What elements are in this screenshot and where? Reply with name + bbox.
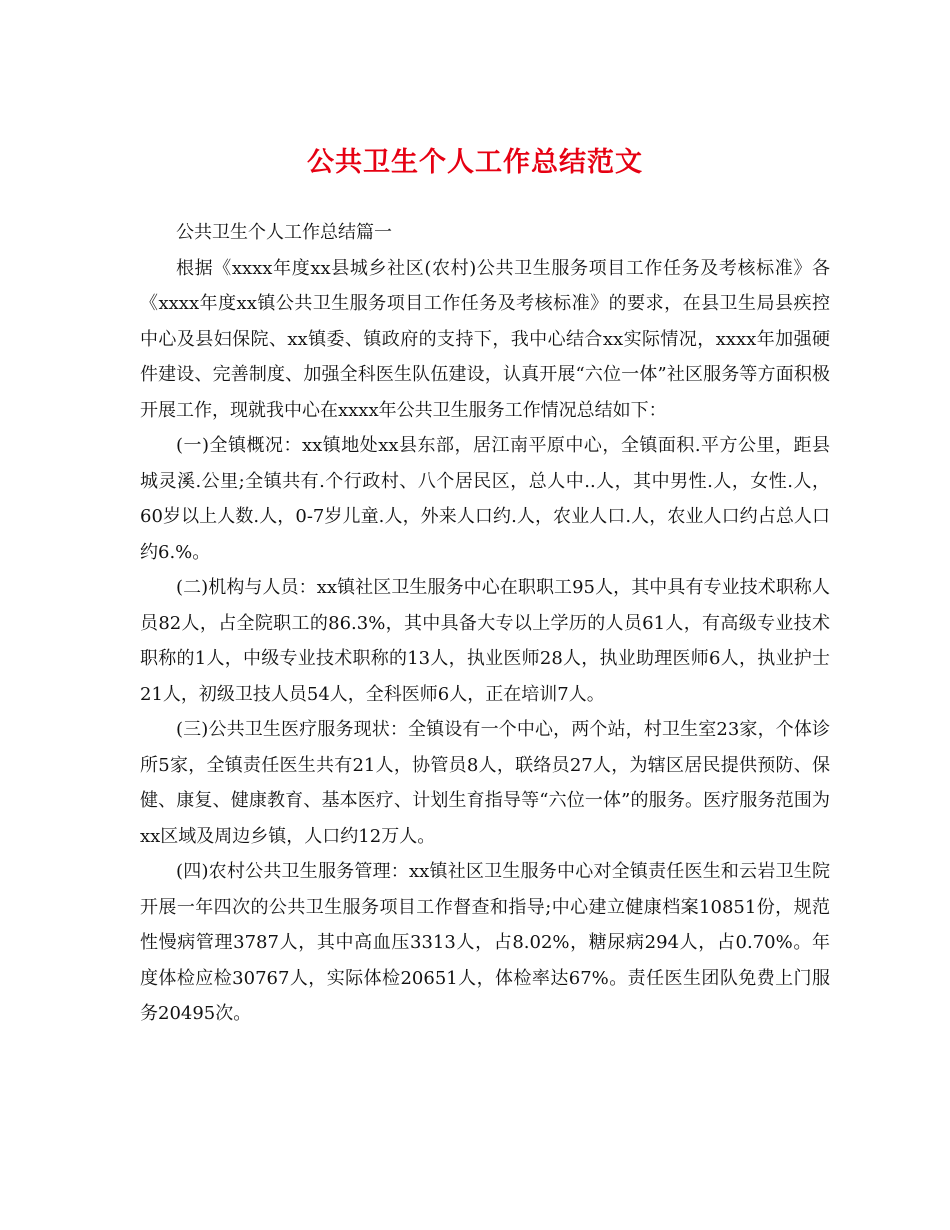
document-title: 公共卫生个人工作总结范文: [307, 147, 643, 178]
paragraph-staff: (二)机构与人员：xx镇社区卫生服务中心在职职工95人，其中具有专业技术职称人员82人，占全院职工的86.3%，其中具备大专以上学历的人员61人，有高级专业技术职称的1人，中级专业技术职称的13人，执业医师28人，执业助理医师6人，执业护士21人，初级卫技人员54人，全科医师6人，正在培训7人。: [140, 577, 830, 705]
paragraph-service-status: (三)公共卫生医疗服务现状：全镇设有一个中心，两个站，村卫生室23家，个体诊所5家，全镇责任医生共有21人，协管员8人，联络员27人，为辖区居民提供预防、保健、康复、健康教育、基本医疗、计划生育指导等“六位一体”的服务。医疗服务范围为xx区域及周边乡镇，人口约12万人。: [140, 719, 830, 847]
paragraph-rural-management: (四)农村公共卫生服务管理：xx镇社区卫生服务中心对全镇责任医生和云岩卫生院开展一年四次的公共卫生服务项目工作督查和指导;中心建立健康档案10851份，规范性慢病管理3787人，其中高血压3313人，占8.02%，糖尿病294人，占0.70%。年度体检应检30767人，实际体检20651人，体检率达67%。责任医生团队免费上门服务20495次。: [140, 861, 830, 1024]
section-heading: 公共卫生个人工作总结篇一: [176, 222, 392, 243]
intro-paragraph: 根据《xxxx年度xx县城乡社区(农村)公共卫生服务项目工作任务及考核标准》各《xxxx年度xx镇公共卫生服务项目工作任务及考核标准》的要求，在县卫生局县疾控中心及县妇保院、xx镇委、镇政府的支持下，我中心结合xx实际情况，xxxx年加强硬件建设、完善制度、加强全科医生队伍建设，认真开展“六位一体”社区服务等方面积极开展工作，现就我中心在xxxx年公共卫生服务工作情况总结如下：: [140, 257, 830, 421]
paragraph-overview: (一)全镇概况：xx镇地处xx县东部，居江南平原中心，全镇面积.平方公里，距县城灵溪.公里;全镇共有.个行政村、八个居民区，总人中..人，其中男性.人，女性.人，60岁以上人数.人，0-7岁儿童.人，外来人口约.人，农业人口.人，农业人口约占总人口约6.%。: [140, 435, 830, 563]
document-body: [140, 215, 830, 1032]
